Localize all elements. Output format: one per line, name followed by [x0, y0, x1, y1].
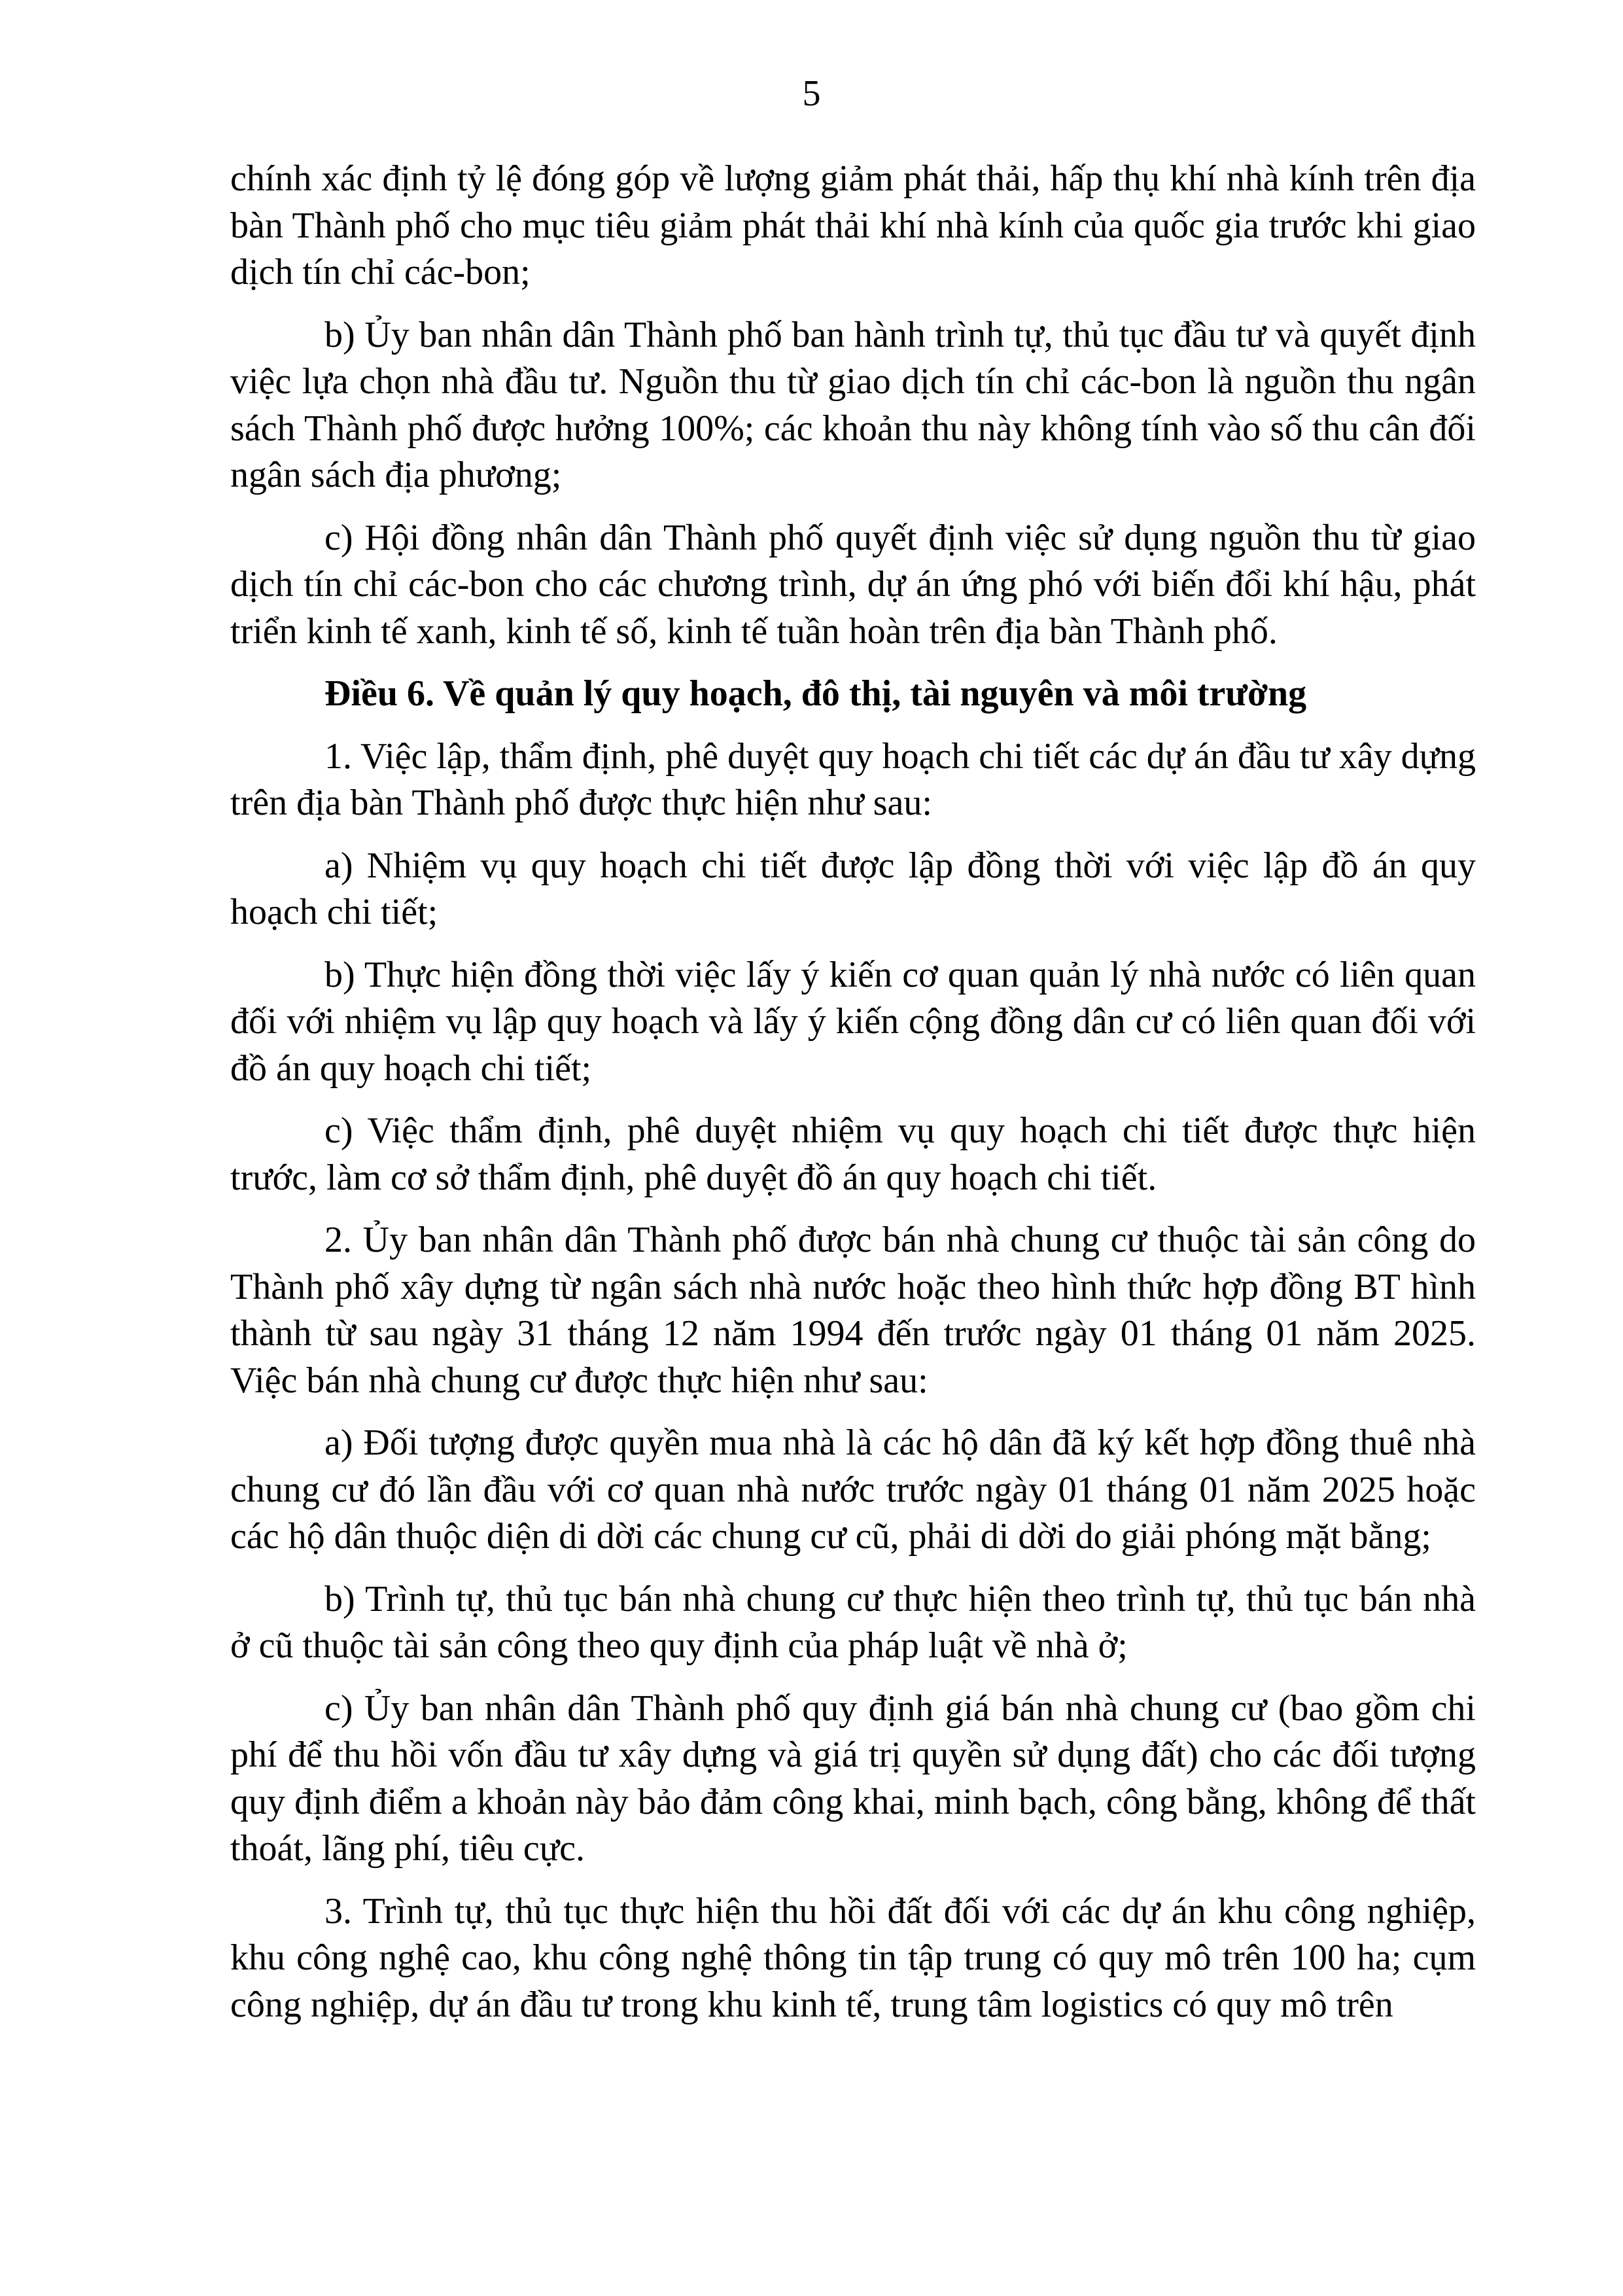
- paragraph-clause-2-item-c: c) Ủy ban nhân dân Thành phố quy định giá bán nhà chung cư (bao gồm chi phí để thu hồi vốn đầu tư xây dựng và giá trị quyền sử dụng đất) cho các đối tượng quy định điểm a khoản này bảo đảm công khai, minh bạch, công bằng, không để thất thoát, lãng phí, tiêu cực.: [230, 1687, 1476, 1869]
- article-6-heading: Điều 6. Về quản lý quy hoạch, đô thị, tài nguyên và môi trường: [324, 673, 1307, 714]
- paragraph-clause-1: 1. Việc lập, thẩm định, phê duyệt quy hoạch chi tiết các dự án đầu tư xây dựng trên địa bàn Thành phố được thực hiện như sau:: [230, 735, 1476, 823]
- paragraph-clause-2-item-b: b) Trình tự, thủ tục bán nhà chung cư thực hiện theo trình tự, thủ tục bán nhà ở cũ thuộc tài sản công theo quy định của pháp luật về nhà ở;: [230, 1578, 1476, 1666]
- paragraph-clause-1-item-c: c) Việc thẩm định, phê duyệt nhiệm vụ quy hoạch chi tiết được thực hiện trước, làm cơ sở thẩm định, phê duyệt đồ án quy hoạch chi tiết.: [230, 1110, 1476, 1198]
- paragraph-clause-3: 3. Trình tự, thủ tục thực hiện thu hồi đất đối với các dự án khu công nghiệp, khu công nghệ cao, khu công nghệ thông tin tập trung có quy mô trên 100 ha; cụm công nghiệp, dự án đầu tư trong khu kinh tế, trung tâm logistics có quy mô trên: [230, 1890, 1476, 2025]
- paragraph-item-b-carbon: b) Ủy ban nhân dân Thành phố ban hành trình tự, thủ tục đầu tư và quyết định việc lựa chọn nhà đầu tư. Nguồn thu từ giao dịch tín chỉ các-bon là nguồn thu ngân sách Thành phố được hưởng 100%; các khoản thu này không tính vào số thu cân đối ngân sách địa phương;: [230, 314, 1476, 495]
- paragraph-clause-2-item-a: a) Đối tượng được quyền mua nhà là các hộ dân đã ký kết hợp đồng thuê nhà chung cư đó lần đầu với cơ quan nhà nước trước ngày 01 tháng 01 năm 2025 hoặc các hộ dân thuộc diện di dời các chung cư cũ, phải di dời do giải phóng mặt bằng;: [230, 1422, 1476, 1557]
- paragraph-item-c-carbon: c) Hội đồng nhân dân Thành phố quyết định việc sử dụng nguồn thu từ giao dịch tín chỉ các-bon cho các chương trình, dự án ứng phó với biến đổi khí hậu, phát triển kinh tế xanh, kinh tế số, kinh tế tuần hoàn trên địa bàn Thành phố.: [230, 517, 1476, 652]
- document-body: [230, 156, 1476, 2044]
- paragraph-clause-2: 2. Ủy ban nhân dân Thành phố được bán nhà chung cư thuộc tài sản công do Thành phố xây dựng từ ngân sách nhà nước hoặc theo hình thức hợp đồng BT hình thành từ sau ngày 31 tháng 12 năm 1994 đến trước ngày 01 tháng 01 năm 2025. Việc bán nhà chung cư được thực hiện như sau:: [230, 1220, 1476, 1401]
- paragraph-clause-1-item-a: a) Nhiệm vụ quy hoạch chi tiết được lập đồng thời với việc lập đồ án quy hoạch chi tiết;: [230, 845, 1476, 932]
- page-number: 5: [802, 73, 821, 114]
- paragraph-continuation: chính xác định tỷ lệ đóng góp về lượng giảm phát thải, hấp thụ khí nhà kính trên địa bàn Thành phố cho mục tiêu giảm phát thải khí nhà kính của quốc gia trước khi giao dịch tín chỉ các-bon;: [230, 158, 1476, 292]
- paragraph-clause-1-item-b: b) Thực hiện đồng thời việc lấy ý kiến cơ quan quản lý nhà nước có liên quan đối với nhiệm vụ lập quy hoạch và lấy ý kiến cộng đồng dân cư có liên quan đối với đồ án quy hoạch chi tiết;: [230, 954, 1476, 1089]
